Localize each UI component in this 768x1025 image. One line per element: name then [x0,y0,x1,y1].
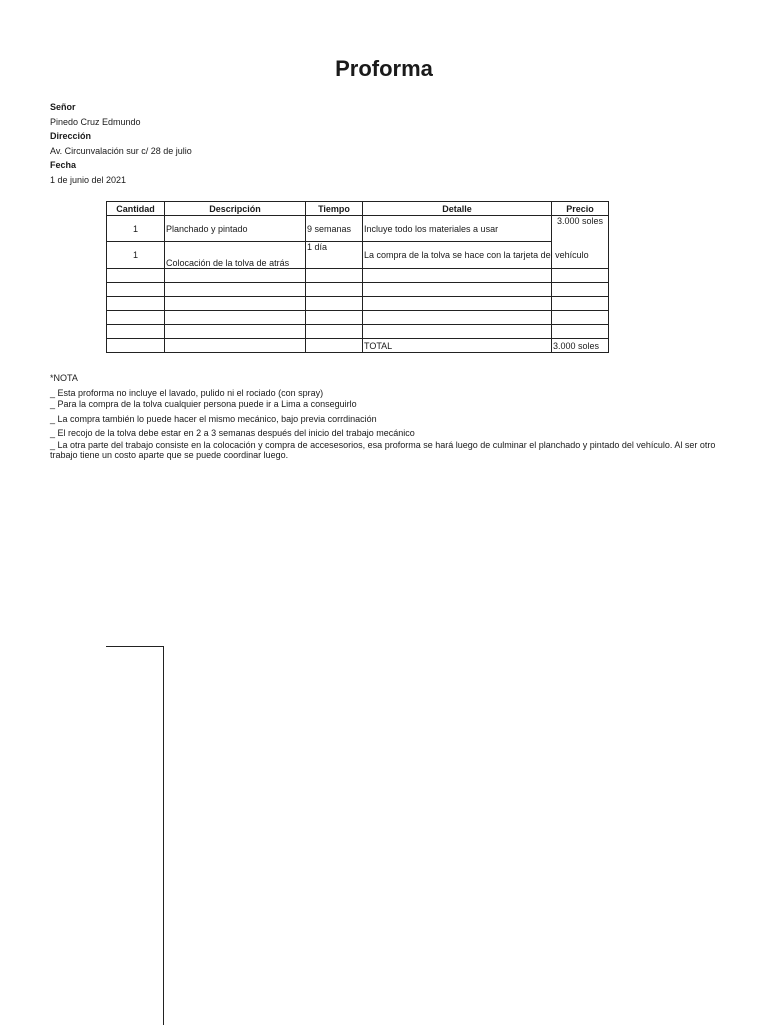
table-row [107,216,609,242]
table-header-row [107,202,609,216]
table-row-empty [107,311,609,325]
cell-descripcion: Colocación de la tolva de atrás [165,242,306,269]
header-tiempo: Tiempo [306,202,363,216]
header-cantidad: Cantidad [107,202,165,216]
table-row-empty [107,269,609,283]
cell-descripcion: Planchado y pintado [165,216,306,242]
header-detalle: Detalle [363,202,552,216]
direccion-value: Av. Circunvalación sur c/ 28 de julio [50,145,192,156]
total-value: 3.000 soles [552,339,609,353]
notes-heading: *NOTA [50,373,78,383]
senor-value: Pinedo Cruz Edmundo [50,116,141,127]
corner-border-line [106,646,164,1025]
note-line: _ El recojo de la tolva debe estar en 2 a 3 semanas después del inicio del trabajo mecánico [50,428,415,438]
direccion-label: Dirección [50,131,92,142]
note-line: _ La compra también lo puede hacer el mismo mecánico, bajo previa corrdinación [50,413,377,424]
header-precio: Precio [552,202,609,216]
note-line: _ La otra parte del trabajo consiste en la colocación y compra de accesesorios, esa proforma se hará luego de culminar el planchado y pintado del vehículo. Al ser otro trabajo tiene un costo aparte que se puede coordinar luego. [50,439,716,460]
note-line: _ Esta proforma no incluye el lavado, pulido ni el rociado (con spray) [50,387,324,398]
cell-tiempo: 9 semanas [306,216,363,242]
table-row-empty [107,297,609,311]
cell-tiempo: 1 día [306,242,363,269]
table-row [107,242,609,269]
total-label: TOTAL [363,339,552,353]
cell-precio-merged: 3.000 soles [552,216,609,269]
cell-detalle: Incluye todo los materiales a usar [363,216,552,242]
table-row-empty [107,283,609,297]
cell-cantidad: 1 [107,242,165,269]
cell-detalle: La compra de la tolva se hace con la tarjeta del vehículo [363,242,552,269]
header-descripcion: Descripción [165,202,306,216]
document-title: Proforma [335,56,433,81]
table-total-row [107,339,609,353]
client-info [50,100,192,188]
cell-cantidad: 1 [107,216,165,242]
table-row-empty [107,325,609,339]
note-line: _ Para la compra de la tolva cualquier persona puede ir a Lima a conseguirlo [50,399,357,409]
notes-section [50,373,730,465]
fecha-label: Fecha [50,160,77,171]
items-table [106,201,609,353]
fecha-value: 1 de junio del 2021 [50,174,127,185]
senor-label: Señor [50,102,76,112]
